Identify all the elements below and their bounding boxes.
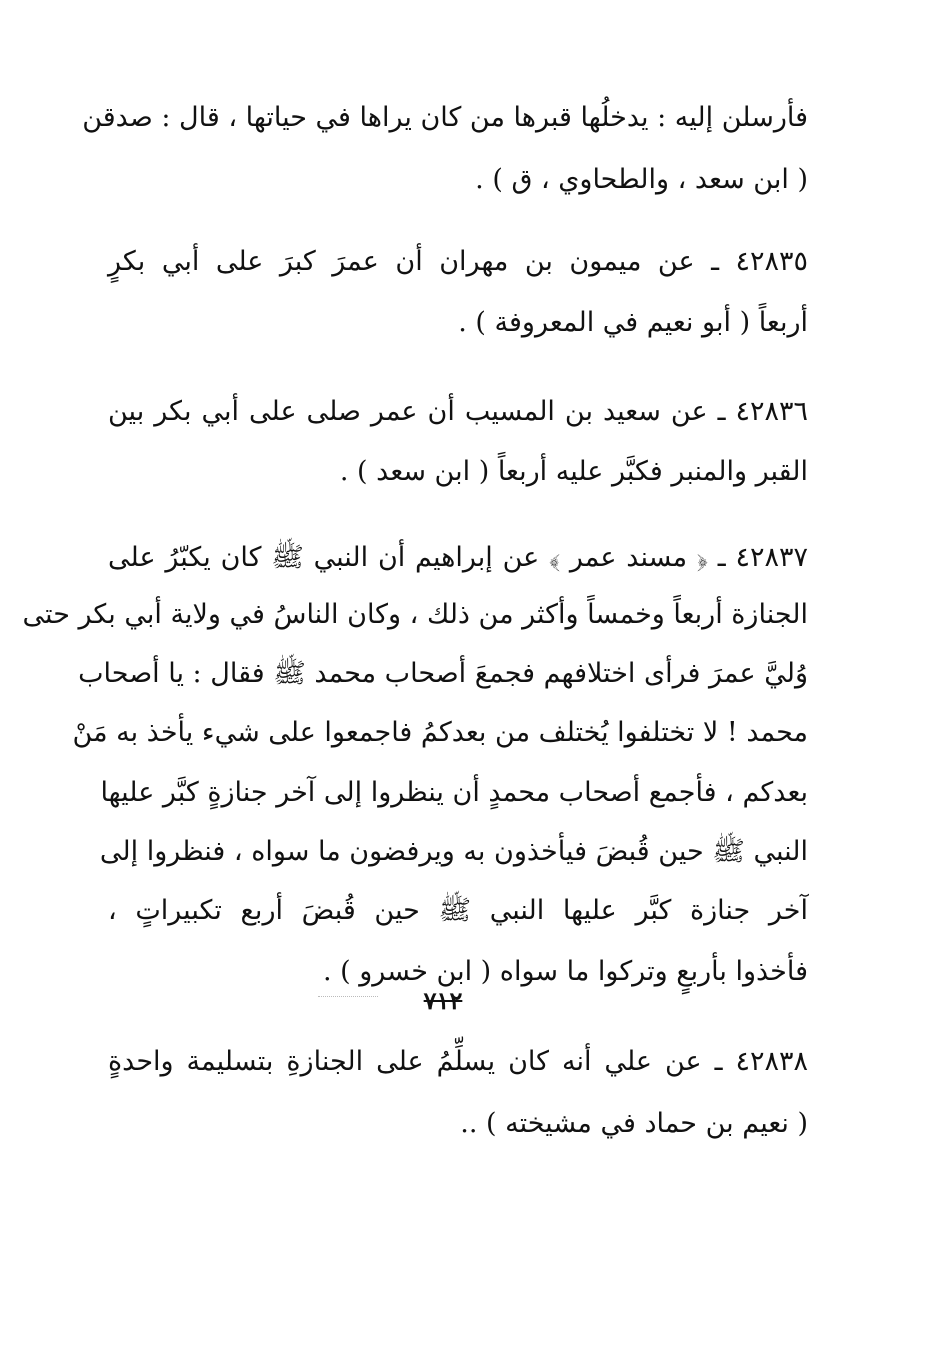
text-line: آخر جنازة كبَّر عليها النبي ﷺ حين قُبضَ أربع تكبيراتٍ ،: [108, 895, 808, 926]
page-number: ٧١٢: [423, 986, 463, 1015]
text-line: ( نعيم بن حماد في مشيخته ) ..: [460, 1108, 808, 1139]
text-line: أربعاً ( أبو نعيم في المعروفة ) .: [458, 307, 808, 338]
hadith-entry-42838: ٤٢٨٣٨ ـ عن علي أنه كان يسلِّمُ على الجنازةِ بتسليمة واحدةٍ: [108, 1046, 808, 1077]
text-line: فأخذوا بأربعٍ وتركوا ما سواه ( ابن خسرو ) .: [322, 956, 808, 987]
hadith-entry-42837: ٤٢٨٣٧ ـ ﴿ مسند عمر ﴾ عن إبراهيم أن النبي ﷺ كان يكبّرُ على: [108, 542, 808, 573]
text-line: ( ابن سعد ، والطحاوي ، ق ) .: [475, 164, 808, 195]
text-line: محمد ! لا تختلفوا يُختلف من بعدكمُ فاجمعوا على شيء يأخذ به مَنْ: [72, 717, 808, 748]
footer-dotted-rule: [318, 996, 378, 1001]
text-line: القبر والمنبر فكبَّر عليه أربعاً ( ابن سعد ) .: [339, 456, 808, 487]
text-line: النبي ﷺ حين قُبضَ فيأخذون به ويرفضون ما سواه ، فنظروا إلى: [99, 836, 808, 867]
text-line: فأرسلن إليه : يدخلُها قبرها من كان يراها في حياتها ، قال : صدقن: [82, 102, 808, 133]
text-line: بعدكم ، فأجمع أصحاب محمدٍ أن ينظروا إلى آخر جنازةٍ كبَّر عليها: [100, 777, 808, 808]
text-line: الجنازة أربعاً وخمساً وأكثر من ذلك ، وكان الناسُ في ولاية أبي بكر حتى: [22, 599, 808, 630]
hadith-entry-42836: ٤٢٨٣٦ ـ عن سعيد بن المسيب أن عمر صلى على أبي بكر بين: [108, 396, 808, 427]
hadith-entry-42835: ٤٢٨٣٥ ـ عن ميمون بن مهران أن عمرَ كبرَ على أبي بكرٍ: [108, 246, 809, 277]
text-line: وُليَّ عمرَ فرأى اختلافهم فجمعَ أصحاب محمد ﷺ فقال : يا أصحاب: [78, 658, 808, 689]
